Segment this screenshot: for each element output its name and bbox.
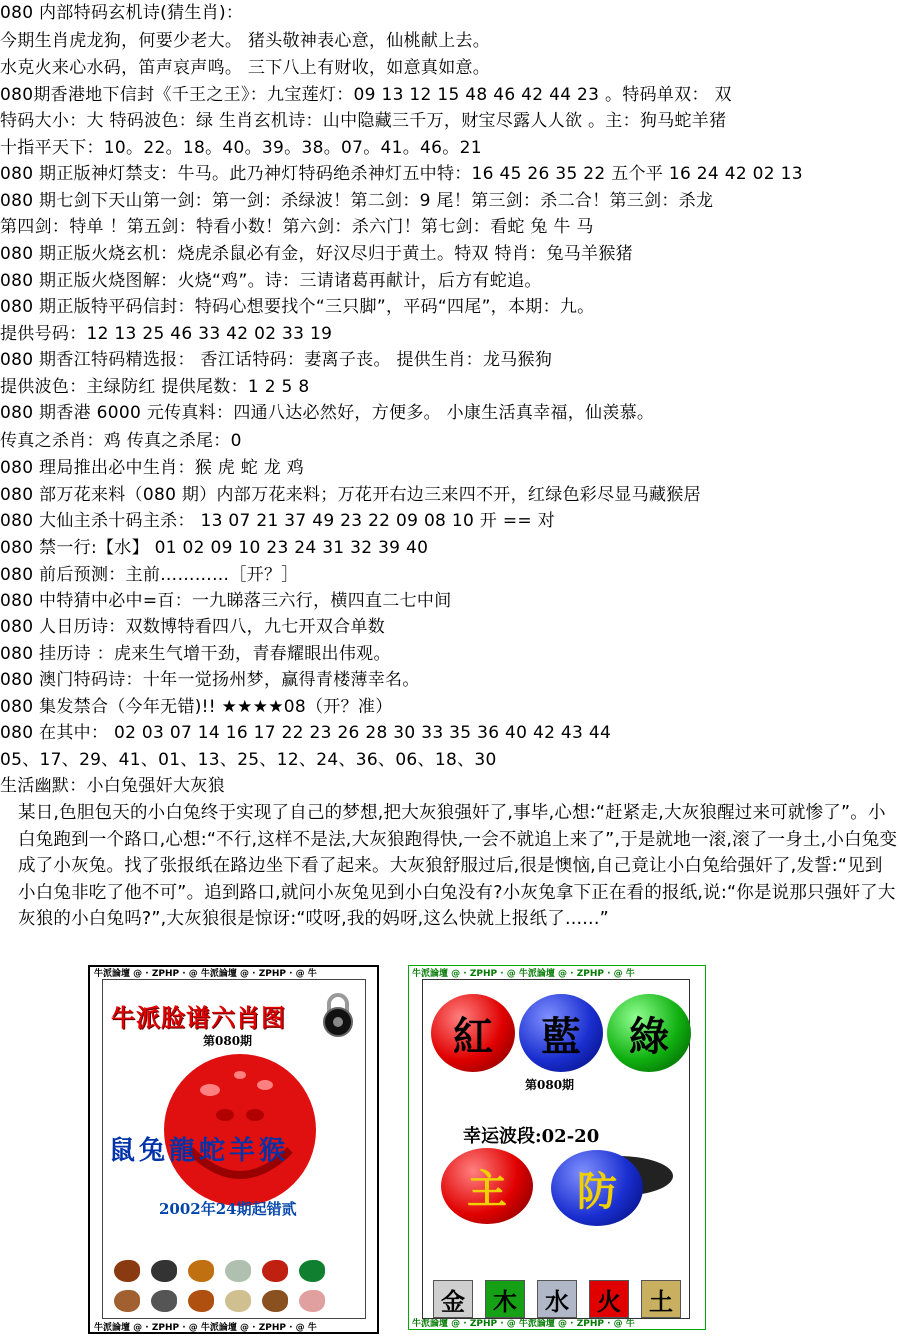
error-note: 2002年24期起错贰	[159, 1200, 297, 1218]
rat-icon	[114, 1260, 140, 1282]
main-ball: 主	[441, 1148, 533, 1224]
lucky-wave-range: 幸运波段:02-20	[463, 1126, 600, 1147]
panel-border-top: 牛派論壇 @ · ZPHP · @ 牛派論壇 @ · ZPHP · @ 牛	[412, 969, 635, 979]
text-line: 05、17、29、41、01、13、25、12、24、36、06、18、30	[0, 750, 497, 770]
panel-border-top: 牛派論壇 @ · ZPHP · @ 牛派論壇 @ · ZPHP · @ 牛	[94, 969, 317, 979]
dog-icon	[262, 1290, 288, 1312]
goat-icon	[151, 1290, 177, 1312]
panel-title: 牛派脸谱六肖图	[111, 1003, 286, 1032]
padlock-icon	[317, 992, 359, 1038]
red-ball: 紅	[431, 994, 515, 1072]
text-line: 080 中特猜中必中=百：一九睇落三六行，横四直二七中间	[0, 591, 452, 611]
text-line: 提供号码：12 13 25 46 33 42 02 33 19	[0, 324, 333, 344]
snake-icon	[299, 1260, 325, 1282]
red-blue-green-wave-chart	[408, 965, 706, 1330]
blue-ball: 藍	[519, 994, 603, 1072]
text-line: 080 期正版火烧玄机：烧虎杀鼠必有金，好汉尽归于黄土。特双 特肖：兔马羊猴猪	[0, 244, 633, 264]
issue-number: 第080期	[525, 1078, 575, 1092]
element-fire: 火	[589, 1280, 629, 1318]
element-earth: 土	[641, 1280, 681, 1318]
rabbit-icon	[225, 1260, 251, 1282]
monkey-icon	[188, 1290, 214, 1312]
panel-inner	[422, 979, 690, 1319]
text-line: 080 前后预测：主前…………［开？］	[0, 565, 299, 585]
panel-border-bottom: 牛派論壇 @ · ZPHP · @ 牛派論壇 @ · ZPHP · @ 牛	[94, 1323, 317, 1333]
text-line: 生活幽默：小白兔强奸大灰狼	[0, 776, 225, 796]
text-line: 080 期七剑下天山第一剑：第一剑：杀绿波！第二剑：9 尾！第三剑：杀二合！第三剑：杀龙	[0, 191, 714, 211]
element-wood: 木	[485, 1280, 525, 1318]
text-line: 080 期正版特平码信封：特码心想要找个“三只脚”，平码“四尾”，本期：九。	[0, 297, 595, 317]
text-line: 十指平天下：10。22。18。40。39。38。07。41。46。21	[0, 138, 482, 158]
element-water: 水	[537, 1280, 577, 1318]
text-line: 080 禁一行:【水】 01 02 09 10 23 24 31 32 39 40	[0, 538, 429, 558]
text-line: 今期生肖虎龙狗，何要少老大。 猪头敬神表心意，仙桃献上去。	[0, 31, 491, 51]
text-line: 080 部万花来料（080 期）内部万花来料；万花开右边三来四不开，红绿色彩尽显马藏猴居	[0, 485, 701, 505]
six-zodiac-face-chart	[88, 965, 379, 1334]
guard-ball: 防	[551, 1150, 643, 1226]
issue-number: 第080期	[203, 1034, 253, 1048]
zodiac-list: 鼠兔龍蛇羊猴	[109, 1136, 290, 1166]
text-line: 080 期正版神灯禁支：牛马。此乃神灯特码绝杀神灯五中特：16 45 26 35 22 五个平 16 24 42 02 13	[0, 164, 803, 184]
text-line: 080 澳门特码诗：十年一觉扬州梦，赢得青楼薄幸名。	[0, 670, 420, 690]
text-line: 特码大小：大 特码波色：绿 生肖玄机诗：山中隐藏三千万，财宝尽露人人欲 。主：狗马蛇羊猪	[0, 111, 727, 131]
ox-icon	[151, 1260, 177, 1282]
story-text: 某日,色胆包天的小白兔终于实现了自己的梦想,把大灰狼强奸了,事毕,心想:“赶紧走,大灰狼醒过来可就惨了”。小白兔跑到一个路口,心想:“不行,这样不是法,大灰狼跑得快,一会不就追上来了”,于是就地一滚,滚了一身土,小白兔变成了小灰兔。找了张报纸在路边坐下看了起来。大灰狼舒服过后,很是懊恼,自己竟让小白兔给强奸了,发誓:“见到小白兔非吃了他不可”。追到路口,就问小灰兔见到小白兔没有?小灰兔拿下正在看的报纸,说:“你是说那只强奸了大灰狼的小白兔吗?”,大灰狼很是惊讶:“哎呀,我的妈呀,这么快就上报纸了......”	[18, 803, 898, 929]
horse-icon	[114, 1290, 140, 1312]
rooster-icon	[225, 1290, 251, 1312]
text-line: 第四剑：特单 ！第五剑：特看小数！第六剑：杀六门！第七剑：看蛇 兔 牛 马	[0, 217, 594, 237]
text-line: 080 挂历诗 ：虎来生气增干劲，青春耀眼出伟观。	[0, 644, 391, 664]
pig-icon	[299, 1290, 325, 1312]
panel-border-bottom: 牛派論壇 @ · ZPHP · @ 牛派論壇 @ · ZPHP · @ 牛	[412, 1319, 635, 1329]
text-line: 080 期香江特码精选报： 香江话特码：妻离子丧。 提供生肖：龙马猴狗	[0, 350, 553, 370]
tiger-icon	[188, 1260, 214, 1282]
text-line: 080期香港地下信封《千王之王》：九宝莲灯：09 13 12 15 48 46 42 44 23 。特码单双： 双	[0, 85, 732, 105]
green-ball: 綠	[607, 994, 691, 1072]
element-gold: 金	[433, 1280, 473, 1318]
text-line: 080 集发禁合（今年无错)!! ★★★★08（开？准）	[0, 697, 393, 717]
text-line: 水克火来心水码，笛声哀声鸣。 三下八上有财收，如意真如意。	[0, 58, 491, 78]
dragon-icon	[262, 1260, 288, 1282]
panel-inner	[102, 979, 366, 1319]
zodiac-animals-row	[111, 1258, 357, 1318]
humor-story	[18, 800, 898, 933]
text-line: 提供波色：主绿防红 提供尾数：1 2 5 8	[0, 377, 310, 397]
text-line: 080 内部特码玄机诗(猜生肖)：	[0, 3, 244, 23]
text-line: 080 期正版火烧图解：火烧“鸡”。诗：三请诸葛再献计，后方有蛇追。	[0, 271, 542, 291]
text-line: 080 在其中： 02 03 07 14 16 17 22 23 26 28 30 33 35 36 40 42 43 44	[0, 723, 612, 743]
text-line: 080 人日历诗：双数博特看四八，九七开双合单数	[0, 617, 386, 637]
text-line: 080 期香港 6000 元传真料：四通八达必然好，方便多。 小康生活真幸福，仙羡慕。	[0, 403, 655, 423]
text-line: 080 理局推出必中生肖：猴 虎 蛇 龙 鸡	[0, 458, 305, 478]
text-line: 080 大仙主杀十码主杀： 13 07 21 37 49 23 22 09 08 10 开 == 对	[0, 511, 555, 531]
text-line: 传真之杀肖：鸡 传真之杀尾：0	[0, 431, 242, 451]
